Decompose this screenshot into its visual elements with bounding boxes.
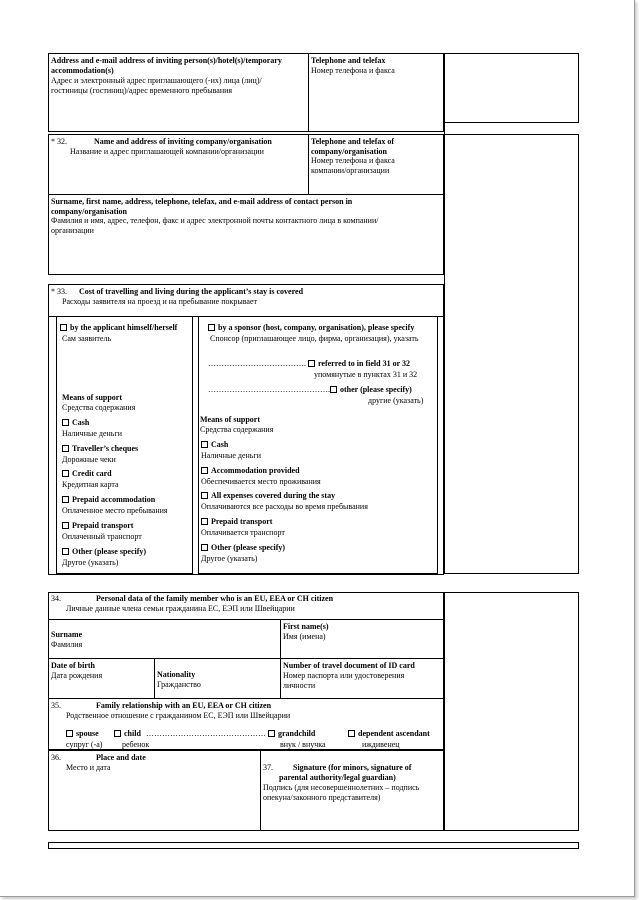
self-option-prepaid-accommodation-ru: Оплаченное место пребывания bbox=[62, 506, 168, 515]
relation-spouse[interactable]: spouse bbox=[66, 729, 99, 739]
sponsor-means-label-en: Means of support bbox=[200, 415, 261, 424]
inviting-phone-label-en: Telephone and telefax bbox=[311, 56, 386, 65]
sponsor-option-cash-ru: Наличные деньги bbox=[201, 451, 262, 460]
relation-dependent-ru: иждивенец bbox=[362, 740, 400, 749]
field-34-label-en: Personal data of the family member who is an EU, EEA or CH citizen bbox=[96, 594, 334, 603]
sponsor-option-accommodation-ru: Обеспечивается место проживания bbox=[201, 477, 321, 486]
sponsor-option-other[interactable]: Other (please specify) bbox=[201, 543, 285, 553]
checkbox-icon[interactable] bbox=[60, 324, 67, 331]
field-37-number: 37. bbox=[263, 763, 273, 772]
field-33-bottom-rule bbox=[48, 574, 444, 575]
first-name-input[interactable] bbox=[284, 643, 440, 657]
sponsor-option-prepaid-transport[interactable]: Prepaid transport bbox=[201, 517, 272, 527]
checkbox-icon[interactable] bbox=[66, 730, 73, 737]
field-33-label-en: Cost of travelling and living during the applicant’s stay is covered bbox=[79, 287, 304, 296]
office-use-column-2 bbox=[444, 592, 579, 831]
self-payment-label-en: by the applicant himself/herself bbox=[70, 323, 178, 332]
relation-dependent[interactable]: dependent ascendant bbox=[348, 729, 430, 739]
nationality-label-ru: Гражданство bbox=[157, 680, 201, 689]
field-36-label-en: Place and date bbox=[96, 753, 146, 762]
first-name-label-ru: Имя (имена) bbox=[283, 632, 326, 641]
checkbox-icon[interactable] bbox=[62, 522, 69, 529]
field-34-number: 34. bbox=[51, 594, 61, 603]
checkbox-icon[interactable] bbox=[348, 730, 355, 737]
field-37-label-en-b: parental authority/legal guardian) bbox=[279, 773, 396, 782]
contact-person-input[interactable] bbox=[52, 238, 438, 272]
field-35-number: 35. bbox=[51, 701, 61, 710]
surname-first-divider bbox=[280, 619, 281, 659]
sponsor-option-all-expenses[interactable]: All expenses covered during the stay bbox=[201, 491, 335, 501]
self-option-cheques-ru: Дорожные чеки bbox=[62, 455, 116, 464]
company-name-input[interactable] bbox=[52, 160, 304, 192]
checkbox-icon[interactable] bbox=[201, 544, 208, 551]
field-34-label-ru: Личные данные члена семьи гражданина ЕС, ЕЭП или Швейцарии bbox=[66, 604, 295, 613]
field-33-number: * 33. bbox=[51, 287, 67, 296]
checkbox-icon[interactable] bbox=[201, 467, 208, 474]
surname-input[interactable] bbox=[100, 622, 276, 656]
relation-child[interactable]: child bbox=[114, 729, 141, 739]
first-name-label-en: First name(s) bbox=[283, 622, 329, 631]
document-number-label-ru: Номер паспорта или удостоверения личности bbox=[283, 671, 405, 690]
field-32-phone-label-en: Telephone and telefax of company/organisation bbox=[311, 137, 395, 156]
checkbox-icon[interactable] bbox=[201, 518, 208, 525]
dob-label-ru: Дата рождения bbox=[51, 671, 103, 680]
sponsor-means-label-ru: Средства содержания bbox=[200, 425, 274, 434]
bottom-rule-box bbox=[48, 842, 579, 849]
inviting-person-phone-divider bbox=[308, 53, 309, 132]
field-32-phone-divider bbox=[308, 134, 309, 195]
document-number-label-en: Number of travel document of ID card bbox=[283, 661, 415, 670]
self-means-label-en: Means of support bbox=[62, 393, 123, 402]
sponsor-other-label-ru: другие (указать) bbox=[368, 396, 424, 405]
checkbox-icon[interactable] bbox=[330, 386, 337, 393]
sponsor-option-all-expenses-ru: Оплачиваются все расходы во время пребывания bbox=[201, 502, 368, 511]
sponsor-other-dots[interactable]: ………………………………………. bbox=[208, 385, 330, 394]
dob-label-en: Date of birth bbox=[51, 661, 95, 670]
checkbox-icon[interactable] bbox=[62, 496, 69, 503]
checkbox-icon[interactable] bbox=[201, 492, 208, 499]
inviting-phone-input[interactable] bbox=[312, 78, 440, 128]
self-option-credit-card-ru: Кредитная карта bbox=[62, 480, 119, 489]
self-option-cash-ru: Наличные деньги bbox=[62, 429, 123, 438]
sponsor-payment-label-ru: Спонсор (приглашающее лицо, фирма, организация), указать bbox=[210, 334, 419, 343]
inviting-person-label-ru: Адрес и электронный адрес приглашающего (-их) лица (лиц)/гостиницы (гостиниц)/адрес временного пребывания bbox=[51, 76, 262, 95]
sponsor-other-label-en: other (please specify) bbox=[340, 385, 412, 394]
sponsor-other-line[interactable] bbox=[208, 385, 412, 395]
field-33-label-ru: Расходы заявителя на проезд и на пребывание покрывает bbox=[62, 297, 258, 306]
self-option-prepaid-transport[interactable]: Prepaid transport bbox=[62, 521, 133, 531]
self-option-cheques[interactable]: Traveller’s cheques bbox=[62, 444, 138, 454]
checkbox-icon[interactable] bbox=[208, 324, 215, 331]
field-32-number: * 32. bbox=[51, 137, 67, 146]
field-32-label-en: Name and address of inviting company/organisation bbox=[94, 137, 272, 146]
self-option-cash[interactable]: Cash bbox=[62, 418, 89, 428]
field-32-phone-label-ru: Номер телефона и факса компании/организации bbox=[311, 156, 395, 175]
self-option-other-ru: Другое (указать) bbox=[62, 558, 119, 567]
checkbox-icon[interactable] bbox=[62, 419, 69, 426]
relation-child-ru: ребенок bbox=[122, 740, 150, 749]
place-date-input[interactable] bbox=[52, 776, 257, 828]
contact-person-label-en: Surname, first name, address, telephone, telefax, and e-mail address of contact person in company/organisation bbox=[51, 197, 353, 216]
checkbox-icon[interactable] bbox=[62, 470, 69, 477]
field-32-label-ru: Название и адрес приглашающей компании/организации bbox=[70, 147, 264, 156]
self-payment-label-ru: Сам заявитель bbox=[62, 334, 112, 343]
self-option-credit-card[interactable]: Credit card bbox=[62, 469, 112, 479]
sponsor-payment-checkbox[interactable] bbox=[208, 323, 414, 333]
checkbox-icon[interactable] bbox=[114, 730, 121, 737]
self-means-label-ru: Средства содержания bbox=[62, 403, 136, 412]
field-37-label-ru: Подпись (для несовершеннолетних – подпись опекуна/законного представителя) bbox=[263, 783, 420, 802]
sponsor-ref-label-en: referred to in field 31 or 32 bbox=[318, 359, 410, 368]
sponsor-option-other-ru: Другое (указать) bbox=[201, 554, 258, 563]
sponsor-option-accommodation[interactable]: Accommodation provided bbox=[201, 466, 300, 476]
field-36-number: 36. bbox=[51, 753, 61, 762]
surname-label-ru: Фамилия bbox=[51, 640, 83, 649]
checkbox-icon[interactable] bbox=[62, 548, 69, 555]
checkbox-icon[interactable] bbox=[62, 445, 69, 452]
field-35-label-ru: Родственное отношение с гражданином ЕС, ЕЭП или Швейцарии bbox=[66, 711, 291, 720]
checkbox-icon[interactable] bbox=[308, 360, 315, 367]
sponsor-option-cash[interactable]: Cash bbox=[201, 440, 228, 450]
checkbox-icon[interactable] bbox=[268, 730, 275, 737]
field-35-label-en: Family relationship with an EU, EEA or CH citizen bbox=[96, 701, 272, 710]
inviting-person-label-en: Address and e-mail address of inviting person(s)/hotel(s)/temporary accommodation(s) bbox=[51, 56, 282, 75]
office-use-box-1 bbox=[444, 53, 579, 123]
sponsor-ref-label-ru: упомянутые в пунктах 31 и 32 bbox=[314, 370, 418, 379]
nationality-label-en: Nationality bbox=[157, 670, 196, 679]
self-payment-checkbox[interactable] bbox=[60, 323, 177, 333]
relation-grandchild[interactable]: grandchild bbox=[268, 729, 315, 739]
relation-other-dots[interactable]: ……………………………………… bbox=[146, 729, 266, 738]
sponsor-dots[interactable]: ………………………………. bbox=[208, 359, 306, 368]
sponsor-payment-label-en: by a sponsor (host, company, organisation), please specify bbox=[218, 323, 415, 332]
inviting-phone-label-ru: Номер телефона и факса bbox=[311, 66, 395, 75]
nationality-document-divider bbox=[280, 658, 281, 699]
sponsor-option-prepaid-transport-ru: Оплачивается транспорт bbox=[201, 528, 285, 537]
birth-nationality-divider bbox=[154, 658, 155, 699]
checkbox-icon[interactable] bbox=[201, 441, 208, 448]
field-36-label-ru: Место и дата bbox=[66, 763, 111, 772]
office-use-column-1 bbox=[444, 134, 579, 574]
relation-grandchild-ru: внук / внучка bbox=[280, 740, 326, 749]
relation-spouse-ru: супруг (-а) bbox=[66, 740, 103, 749]
surname-label-en: Surname bbox=[51, 630, 83, 639]
inviting-person-input[interactable] bbox=[52, 98, 304, 128]
field-37-label-en-a: Signature (for minors, signature of bbox=[293, 763, 412, 772]
self-option-prepaid-accommodation[interactable]: Prepaid accommodation bbox=[62, 495, 155, 505]
self-option-prepaid-transport-ru: Оплаченный транспорт bbox=[62, 532, 142, 541]
contact-person-label-ru: Фамилия и имя, адрес, телефон, факс и адрес электронной почты контактного лица в компании/организации bbox=[51, 216, 379, 235]
self-option-other[interactable]: Other (please specify) bbox=[62, 547, 146, 557]
sponsor-ref-line[interactable] bbox=[208, 359, 410, 369]
signature-input[interactable] bbox=[264, 804, 440, 828]
